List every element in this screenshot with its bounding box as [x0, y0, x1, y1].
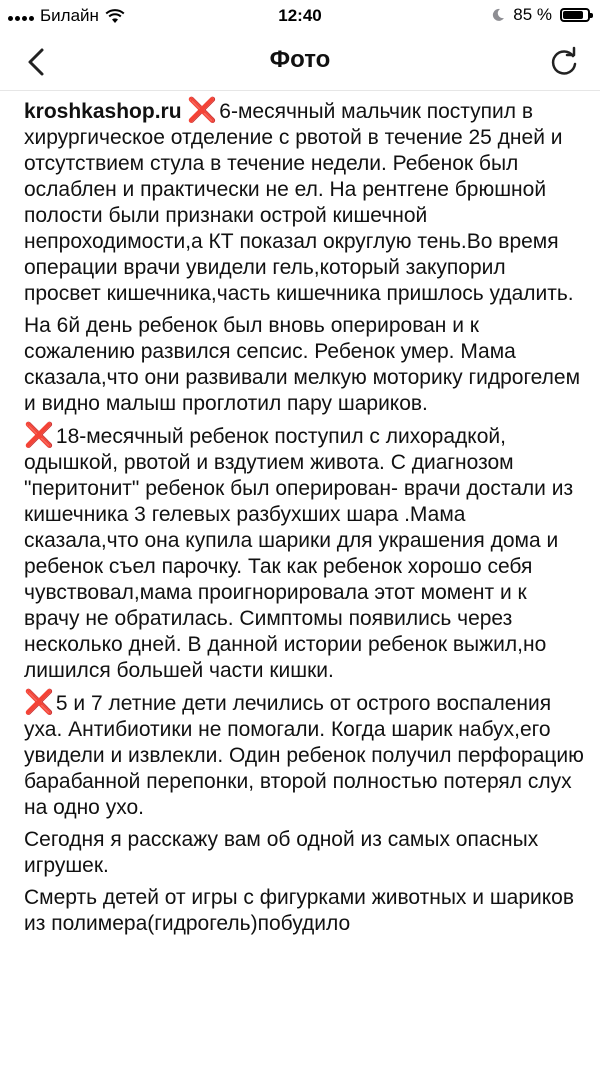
page-title: Фото	[269, 46, 331, 73]
battery-icon	[560, 8, 590, 22]
caption-paragraph	[24, 423, 584, 684]
status-bar	[0, 0, 600, 34]
caption-text: На 6й день ребенок был вновь оперирован и к сожалению развился сепсис. Ребенок умер. Мама сказала,что они развивали мелкую моторику гидрогелем и видно малыш проглотил пару шариков.	[24, 314, 581, 415]
caption-text: 18-месячный ребенок поступил с лихорадкой, одышкой, рвотой и вздутием живота. С диагнозом "перитонит" ребенок был оперирован- врачи достали из кишечника 3 гелевых разбухших шара .Мама сказала,что она купила шарики для украшения дома и ребенок съел парочку. Так как ребенок хорошо себя чувствовал,мама проигнорировала этот момент и к врачу не обратилась. Симптомы появились через несколько дней. В данной истории ребенок выжил,но лишился большей части кишки.	[24, 425, 574, 682]
post-caption	[24, 98, 584, 943]
carrier-name: Билайн	[40, 6, 99, 25]
status-right	[491, 5, 590, 25]
cross-mark-icon: ❌	[24, 422, 54, 449]
caption-paragraph	[24, 690, 584, 821]
caption-text: 6-месячный мальчик поступил в хирургическое отделение с рвотой в течение 25 дней и отсутствием стула в течение недели. Ребенок был ослаблен и практически не ел. На рентгене брюшной полости были признаки острой кишечной непроходимости,а КТ показал округлую тень.Во время операции врачи увидели гель,который закупорил просвет кишечника,часть кишечника пришлось удалить.	[24, 100, 574, 305]
status-time: 12:40	[278, 6, 322, 25]
cross-mark-icon: ❌	[24, 689, 54, 716]
nav-bar	[0, 34, 600, 91]
refresh-icon	[546, 44, 582, 80]
caption-paragraph	[24, 827, 584, 879]
cross-mark-icon: ❌	[187, 97, 218, 124]
battery-level	[563, 11, 583, 19]
caption-text: Сегодня я расскажу вам об одной из самых опасных игрушек.	[24, 828, 539, 877]
caption-text: Смерть детей от игры с фигурками животных и шариков из полимера(гидрогель)побудило	[24, 886, 575, 935]
battery-percent: 85 %	[513, 5, 552, 24]
caption-paragraph	[24, 98, 584, 307]
caption-paragraph	[24, 885, 584, 937]
caption-text: 5 и 7 летние дети лечились от острого воспаления уха. Антибиотики не помогали. Когда шарик набух,его увидели и извлекли. Один ребенок получил перфорацию барабанной перепонки, второй полностью потерял слух на одно ухо.	[24, 692, 584, 819]
post-username[interactable]: kroshkashop.ru	[24, 100, 182, 123]
caption-paragraph	[24, 313, 584, 417]
moon-icon	[491, 8, 505, 22]
refresh-button[interactable]	[546, 44, 582, 80]
